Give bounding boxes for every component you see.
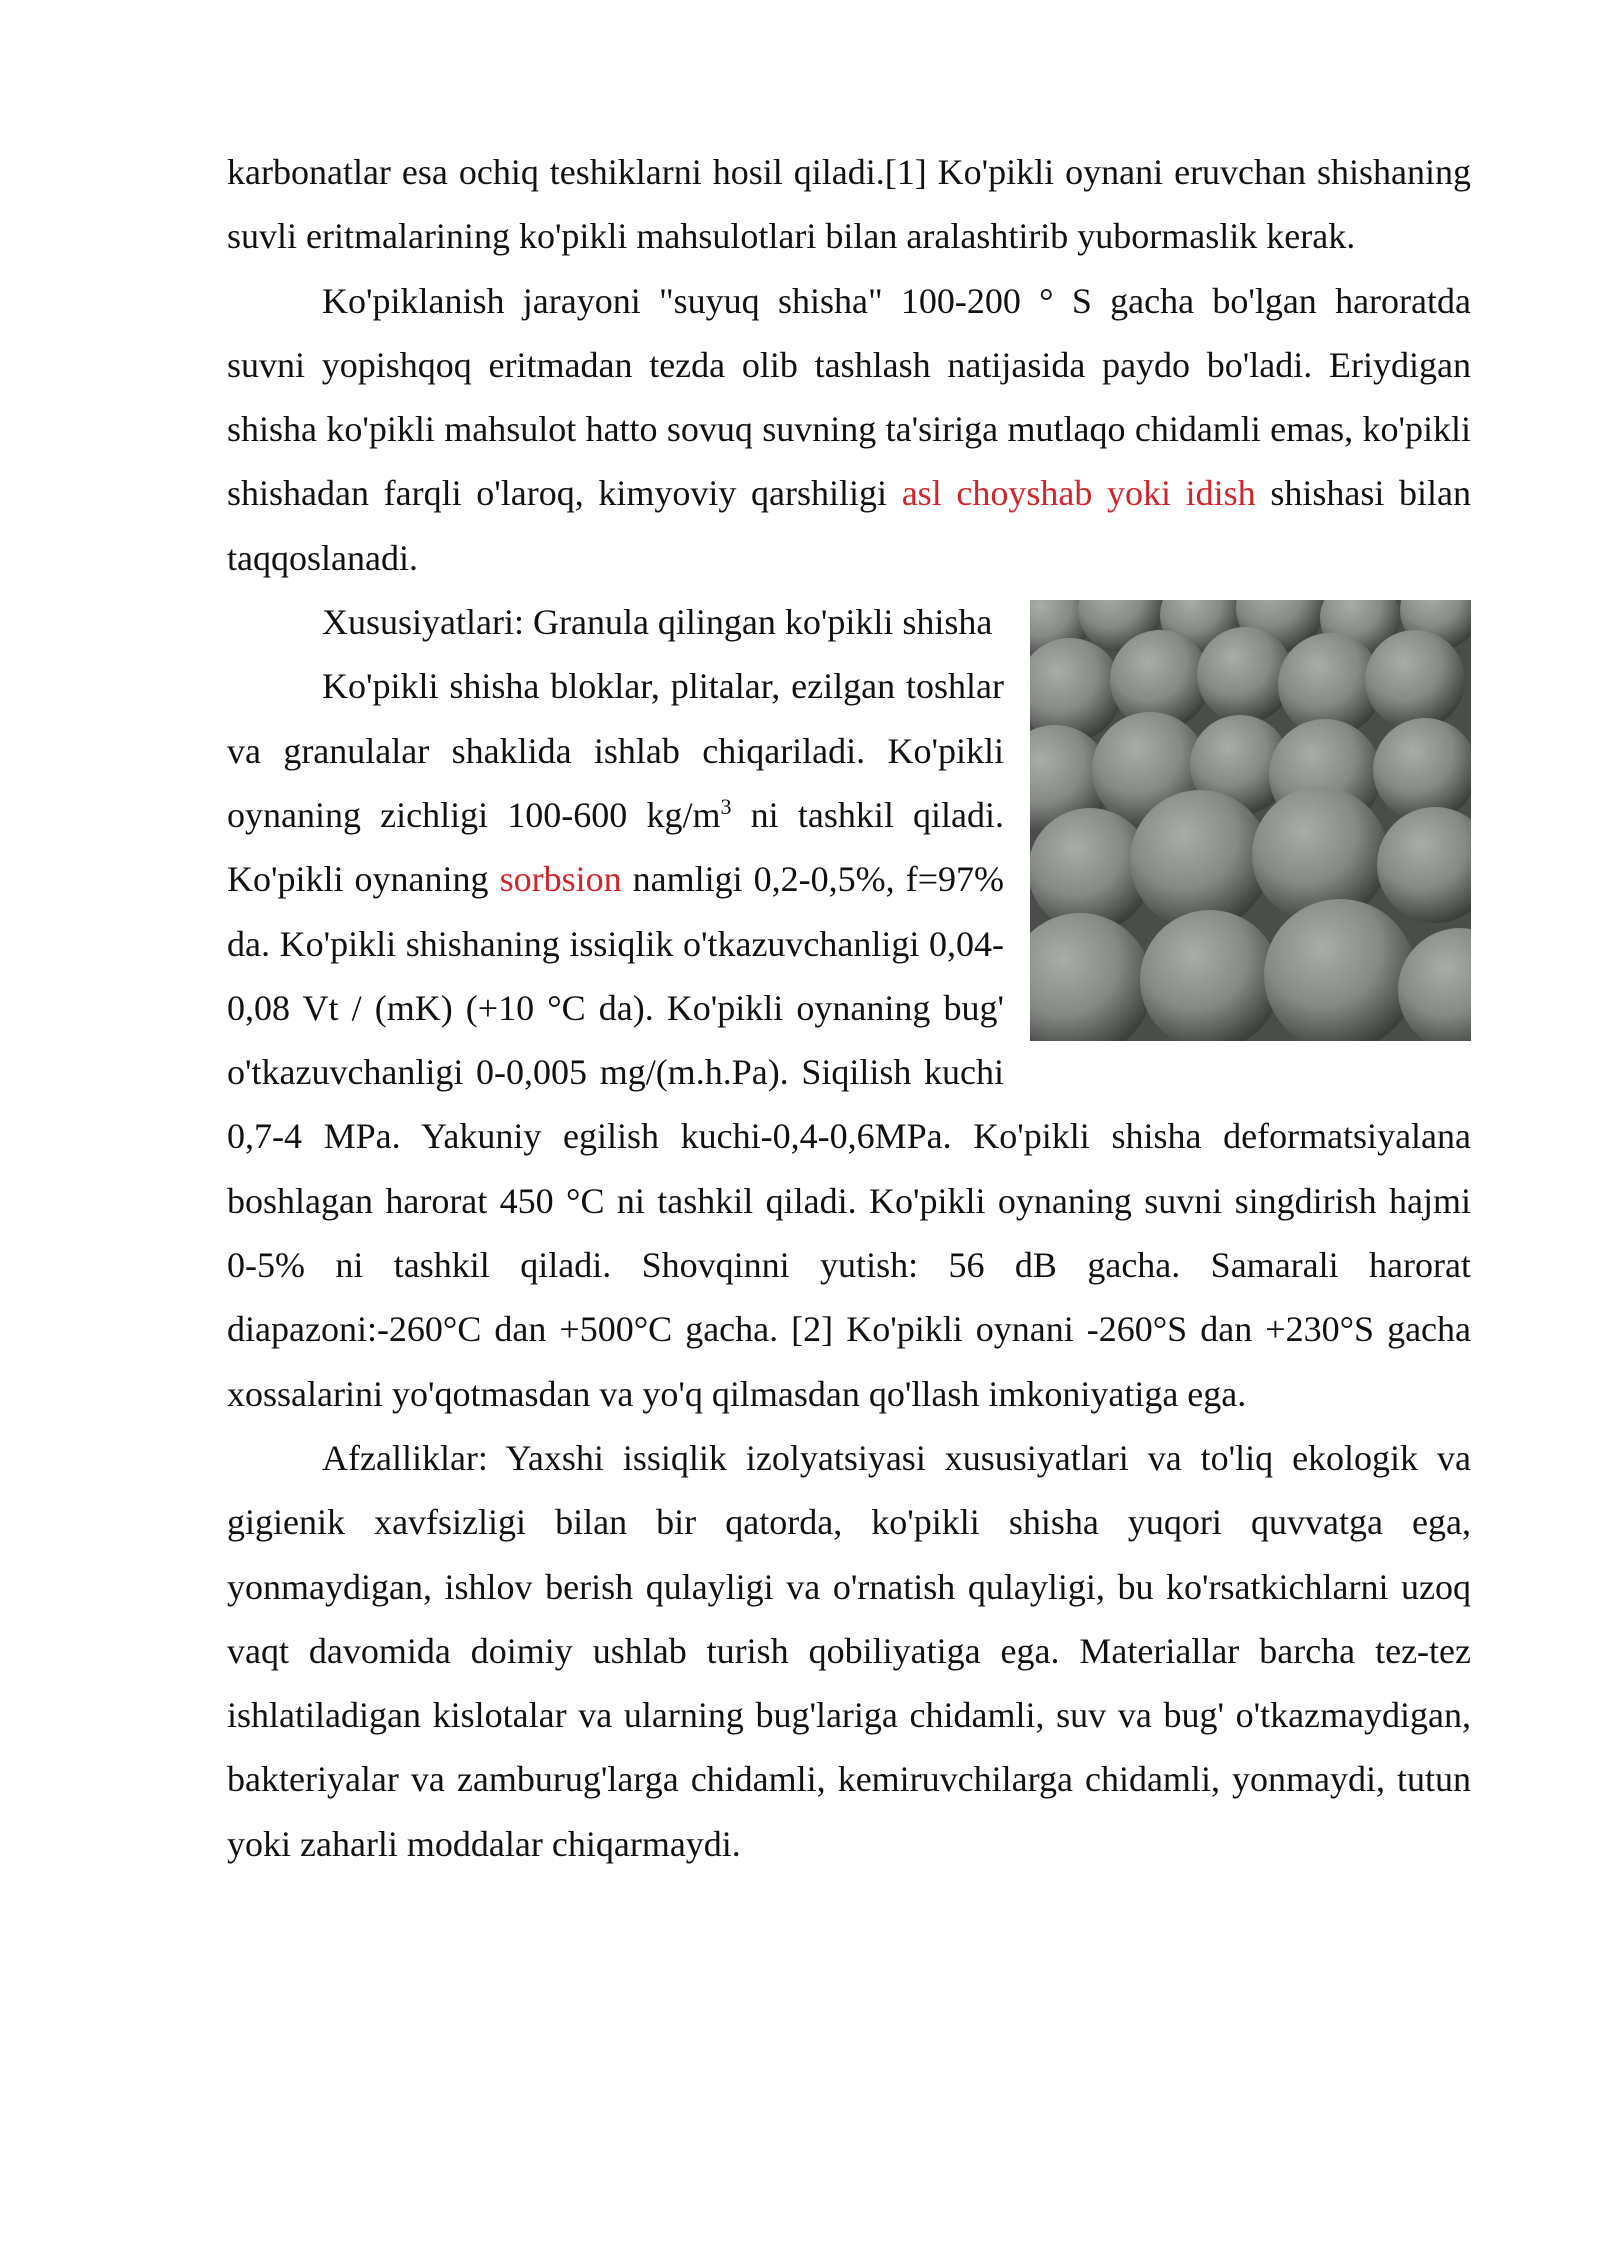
foam-glass-granules-image: [1030, 600, 1471, 1041]
granules-photo: [1030, 600, 1471, 1041]
granule: [1130, 790, 1270, 930]
paragraph-3: Xususiyatlari: Granula qilingan ko'pikli shisha: [322, 602, 993, 643]
paragraph-5: Afzalliklar: Yaxshi issiqlik izolyatsiyasi xususiyatlari va to'liq ekologik va gigienik xavfsizligi bilan bir qatorda, ko'pikli shisha yuqori quvvatga ega, yonmaydigan, ishlov berish qulayligi va o'rnatish qulayligi, bu ko'rsatkichlarni uzoq vaqt davomida doimiy ushlab turish qobiliyatiga ega. Materiallar barcha tez-tez ishlatiladigan kislotalar va ularning bug'lariga chidamli, suv va bug' o'tkazmaydigan, bakteriyalar va zamburug'larga chidamli, kemiruvchilarga chidamli, yonmaydi, tutun yoki zaharli moddalar chiqarmaydi.: [227, 1437, 1471, 1864]
highlighted-phrase: asl choyshab yoki idish: [901, 473, 1256, 514]
granule: [1197, 627, 1293, 723]
highlighted-word: sorbsion: [499, 859, 622, 900]
document-page: [227, 140, 1471, 1876]
paragraph-2: Ko'piklanish jarayoni "suyuq shisha" 100-200 ° S gacha bo'lgan haroratda suvni yopishqoq eritmadan tezda olib tashlash natijasida paydo bo'ladi. Eriydigan shisha ko'pikli mahsulot hatto sovuq suvning ta'siriga mutlaqo chidamli emas, ko'pikli shishadan farqli o'laroq, kimyoviy qarshiligi asl choyshab yoki idish shishasi bilan taqqoslanadi.: [227, 280, 1471, 578]
paragraph-4: Ko'pikli shisha bloklar, plitalar, ezilgan toshlar va granulalar shaklida ishlab chiqariladi. Ko'pikli oynaning zichligi 100-600 $kg/m^3$ ni tashkil qiladi. Ko'pikli oynaning sorbsion namligi 0,2-0,5%, f=97% da. Ko'pikli shishaning issiqlik o'tkazuvchanligi 0,04-0,08 Vt / (mK) (+10 °C da). Ko'pikli oynaning bug' o'tkazuvchanligi 0-0,005 mg/(m.h.Pa). Siqilish kuchi 0,7-4 MPa. Yakuniy egilish kuchi-0,4-0,6MPa. Ko'pikli shisha deformatsiyalana boshlagan harorat 450 °C ni tashkil qiladi. Ko'pikli oynaning suvni singdirish hajmi 0-5% ni tashkil qiladi. Shovqinni yutish: 56 dB gacha. Samarali harorat diapazoni:-260°C dan +500°C gacha. [2] Ko'pikli oynani -260°S dan +230°S gacha xossalarini yo'qotmasdan va yo'q qilmasdan qo'llash imkoniyatiga ega.: [227, 666, 1471, 1414]
granule: [1365, 630, 1465, 730]
paragraph-1: karbonatlar esa ochiq teshiklarni hosil qiladi.[1] Ko'pikli oynani eruvchan shishaning suvli eritmalarining ko'pikli mahsulotlari bilan aralashtirib yubormaslik kerak.: [227, 152, 1471, 257]
